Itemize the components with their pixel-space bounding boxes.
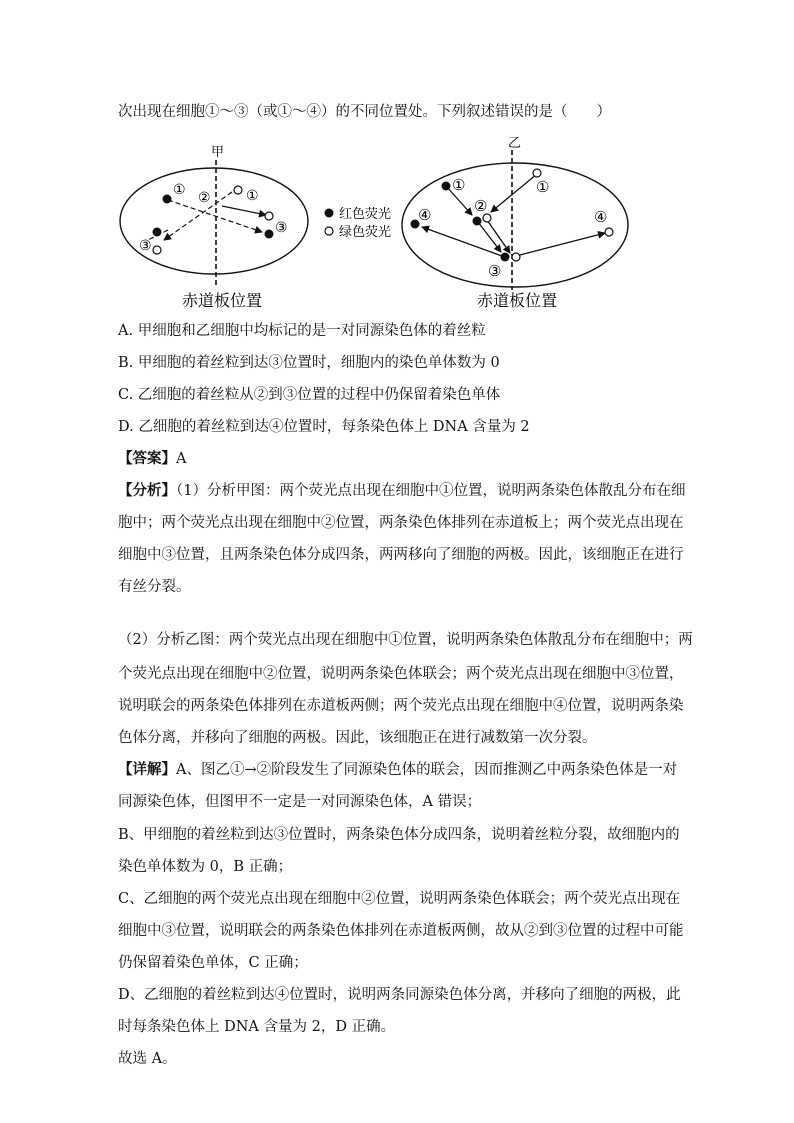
detail-line: 仍保留着染色单体，C 正确； [118, 955, 308, 971]
label-yi-l3: ③ [488, 262, 502, 280]
option-d: D. 乙细胞的着丝粒到达④位置时，每条染色体上 DNA 含量为 2 [118, 419, 530, 435]
label-yi-r4: ④ [594, 208, 608, 226]
legend-red-dot [325, 209, 334, 218]
analysis-text: （1）分析甲图：两个荧光点出现在细胞中①位置，说明两条染色体散乱分布在细 [176, 483, 686, 499]
red-dot [153, 228, 162, 237]
legend [325, 206, 392, 240]
detail-tag: 【详解】 [118, 761, 176, 778]
green-dot [533, 169, 541, 177]
detail-text: A、图乙①→②阶段发生了同源染色体的联会，因而推测乙中两条染色体是一对 [176, 762, 678, 778]
analysis-line: 色体分离，并移向了细胞的两极。因此，该细胞正在进行减数第一次分裂。 [118, 730, 597, 746]
detail-line: 细胞中③位置，说明联会的两条染色体排列在赤道板两侧，故从②到③位置的过程中可能 [118, 923, 684, 939]
detail-line: 时每条染色体上 DNA 含量为 2，D 正确。 [118, 1019, 396, 1035]
label-yi-r1: ① [536, 178, 550, 196]
analysis-line: 细胞中③位置，且两条染色体分成四条，两两移向了细胞的两极。因此，该细胞正在进行 [118, 547, 684, 563]
detail-line: B、甲细胞的着丝粒到达③位置时，两条染色体分成四条，说明着丝粒分裂，故细胞内的 [118, 827, 680, 843]
arrow-yi [491, 174, 537, 212]
option-c: C. 乙细胞的着丝粒从②到③位置的过程中仍保留着染色单体 [118, 387, 501, 403]
detail-conclusion: 故选 A。 [118, 1051, 177, 1067]
figure-jia-caption: 赤道板位置 [182, 291, 263, 310]
green-dot [265, 212, 273, 220]
red-dot [163, 195, 172, 204]
red-dot [442, 182, 451, 191]
red-dot [473, 217, 482, 226]
green-dot [512, 253, 520, 261]
label-jia-l3: ③ [139, 238, 152, 254]
label-yi-l1: ① [452, 176, 466, 194]
red-dot [501, 253, 510, 262]
label-jia-r1: ① [246, 188, 259, 204]
answer-value: A [176, 451, 187, 467]
figure-yi-title: 乙 [508, 136, 522, 151]
option-a: A. 甲细胞和乙细胞中均标记的是一对同源染色体的着丝粒 [118, 323, 486, 339]
analysis-line: 有丝分裂。 [118, 579, 191, 595]
green-dot [234, 186, 242, 194]
arrow-jia-red [168, 200, 262, 232]
detail-line: 染色单体数为 0，B 正确； [118, 859, 293, 875]
label-yi-l4: ④ [418, 206, 432, 224]
green-dot [605, 228, 613, 236]
legend-green-dot [325, 227, 333, 235]
analysis-line: （2）分析乙图：两个荧光点出现在细胞中①位置，说明两条染色体散乱分布在细胞中；两 [118, 632, 693, 648]
question-intro: 次出现在细胞①～③（或①～④）的不同位置处。下列叙述错误的是（ ） [118, 104, 611, 120]
arrow-yi [422, 227, 502, 256]
figure-yi-caption: 赤道板位置 [477, 291, 558, 310]
cell-jia [120, 145, 308, 310]
label-jia-r3: ③ [275, 220, 288, 236]
analysis-line [118, 482, 685, 500]
detail-line [118, 761, 677, 779]
red-dot [265, 230, 274, 239]
detail-line: 同源染色体，但图甲不一定是一对同源染色体，A 错误； [118, 794, 482, 810]
analysis-line: 个荧光点出现在细胞中②位置，说明两条染色体联会；两个荧光点出现在细胞中③位置， [118, 666, 684, 682]
cell-yi [402, 136, 628, 310]
green-dot [483, 214, 491, 222]
legend-red-label: 红色荧光 [339, 207, 392, 222]
label-jia-l1: ① [173, 182, 186, 198]
label-jia-l2: ② [198, 190, 211, 206]
analysis-tag: 【分析】 [118, 482, 176, 499]
arrow-yi [478, 222, 501, 252]
answer-tag: 【答案】 [118, 450, 176, 467]
arrow-yi [516, 233, 605, 256]
green-dot [153, 246, 161, 254]
analysis-line: 说明联会的两条染色体排列在赤道板两侧；两个荧光点出现在细胞中④位置，说明两条染 [118, 698, 684, 714]
arrow-jia-green [222, 206, 266, 215]
detail-line: D、乙细胞的着丝粒到达④位置时，说明两条同源染色体分离，并移向了细胞的两极，此 [118, 987, 681, 1003]
legend-green-label: 绿色荧光 [339, 225, 392, 240]
answer-line [118, 450, 186, 468]
analysis-line: 胞中；两个荧光点出现在细胞中②位置，两条染色体排列在赤道板上；两个荧光点出现在 [118, 515, 684, 531]
label-yi-l2: ② [474, 197, 488, 215]
option-b: B. 甲细胞的着丝粒到达③位置时，细胞内的染色单体数为 0 [118, 355, 500, 371]
figure-jia-title: 甲 [211, 145, 225, 160]
detail-line: C、乙细胞的两个荧光点出现在细胞中②位置，说明两条染色体联会；两个荧光点出现在 [118, 891, 681, 907]
